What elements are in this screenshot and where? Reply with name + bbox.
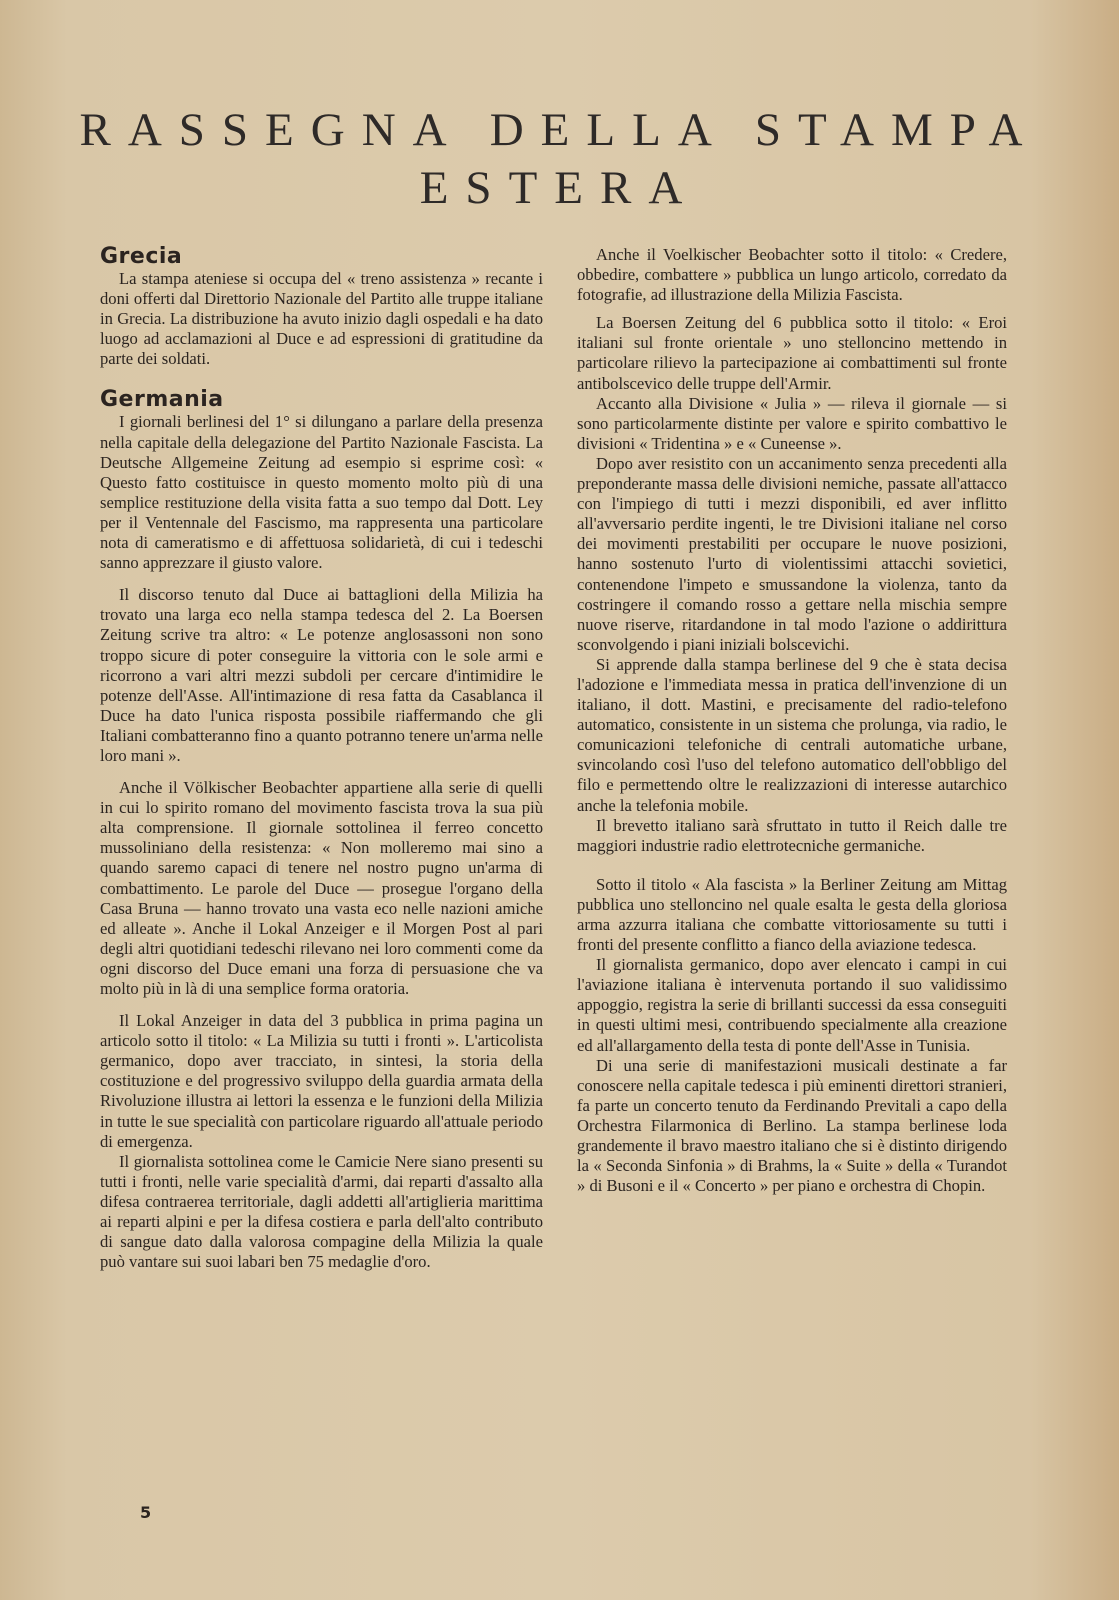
germania-paragraph-5: Il giornalista sottolinea come le Camicie Nere siano presenti su tutti i fronti, nelle varie specialità d'armi, dai reparti d'assalto alla difesa contraerea territoriale, dagli addetti all'artiglieria marittima ai reparti alpini e per la difesa costiera e parla dell'alto contributo di sangue dato dalla valorosa compagine della Milizia la quale può vantare sui suoi labari ben 75 medaglie d'oro. (100, 1151, 543, 1272)
page-title-line-2: ESTERA (419, 162, 700, 215)
right-paragraph-8: Il giornalista germanico, dopo aver elencato i campi in cui l'aviazione italiana è intervenuta portando il suo validissimo appoggio, registra la serie di brillanti successi da essa conseguiti in questi ultimi mesi, contribuendo specialmente alla creazione ed all'allargamento della testa di ponte dell'Asse in Tunisia. (577, 955, 1007, 1055)
right-paragraph-4: Dopo aver resistito con un accanimento senza precedenti alla preponderante massa delle divisioni nemiche, passate all'attacco con l'impiego di tutti i mezzi disponibili, ed aver inflitto all'avversario perdite ingenti, le tre Divisioni italiane nel corso dei movimenti prestabiliti per occupare le nuove posizioni, hanno sostenuto l'urto di violentissimi attacchi sovietici, contenendone l'impeto e smussandone la violenza, tanto da costringere il comando rosso a gettare nella mischia sempre nuove riserve, ritardandone in tal modo l'azione o addirittura sconvolgendo i piani iniziali bolscevichi. (577, 453, 1007, 654)
page-title (0, 101, 1119, 217)
page-title-line-1: RASSEGNA DELLA STAMPA (79, 104, 1040, 157)
right-paragraph-9: Di una serie di manifestazioni musicali destinate a far conoscere nella capitale tedesca i più eminenti direttori stranieri, fa parte un concerto tenuto da Ferdinando Previtali a capo della Orchestra Filarmonica di Berlino. La stampa berlinese loda grandemente il bravo maestro italiano che si è distinto dirigendo la « Seconda Sinfonia » di Brahms, la « Suite » della « Turandot » di Busoni e il « Concerto » per piano e orchestra di Chopin. (577, 1055, 1007, 1196)
right-paragraph-3: Accanto alla Divisione « Julia » — rileva il giornale — si sono particolarmente distinte per valore e spirito combattivo le divisioni « Tridentina » e « Cuneense ». (577, 393, 1007, 453)
germania-paragraph-1: I giornali berlinesi del 1° si dilungano a parlare della presenza nella capitale della delegazione del Partito Nazionale Fascista. La Deutsche Allgemeine Zeitung ad esempio si esprime così: « Questo fatto costituisce in questo momento molto più di una semplice restituzione della visita fatta a suo tempo dal Dott. Ley per il Ventennale del Fascismo, ma rappresenta una particolare nota di cameratismo e di affettuosa solidarietà, di cui i tedeschi sanno apprezzare il giusto valore. (100, 412, 543, 573)
right-column (577, 245, 1007, 1196)
right-paragraph-5: Si apprende dalla stampa berlinese del 9 che è stata decisa l'adozione e l'immediata messa in pratica dell'invenzione di un italiano, il dott. Mastini, e precisamente del radio-telefono automatico, consistente in un sistema che prolunga, via radio, le comunicazioni telefoniche di centrali automatiche urbane, svincolando così l'uso del telefono automatico dell'obbligo del filo e permettendo oltre le realizzazioni di interesse autarchico anche la telefonia mobile. (577, 654, 1007, 815)
right-paragraph-2: La Boersen Zeitung del 6 pubblica sotto il titolo: « Eroi italiani sul fronte orientale » uno stelloncino mettendo in particolare rilievo la partecipazione ai combattimenti sul fronte antibolscevico delle truppe dell'Armir. (577, 313, 1007, 393)
right-paragraph-7: Sotto il titolo « Ala fascista » la Berliner Zeitung am Mittag pubblica uno stelloncino nel quale esalta le gesta della gloriosa arma azzurra italiana che combatte vittoriosamente su tutti i fronti del presente conflitto a fianco della aviazione tedesca. (577, 874, 1007, 955)
germania-paragraph-4: Il Lokal Anzeiger in data del 3 pubblica in prima pagina un articolo sotto il titolo: « La Milizia su tutti i fronti ». L'articolista germanico, dopo aver tracciato, in sintesi, la storia della costituzione e del progressivo sviluppo della guardia armata della Rivoluzione illustra ai lettori la essenza e le funzioni della Milizia in tutte le sue specialità con particolare riguardo all'attuale periodo di emergenza. (100, 1011, 543, 1151)
page-number: 5 (140, 1503, 152, 1522)
section-heading-grecia: Grecia (100, 244, 183, 269)
right-paragraph-6: Il brevetto italiano sarà sfruttato in tutto il Reich dalle tre maggiori industrie radio elettrotecniche germaniche. (577, 815, 1007, 855)
right-paragraph-1: Anche il Voelkischer Beobachter sotto il titolo: « Credere, obbedire, combattere » pubblica un lungo articolo, corredato da fotografie, ad illustrazione della Milizia Fascista. (577, 245, 1007, 305)
germania-paragraph-2: Il discorso tenuto dal Duce ai battaglioni della Milizia ha trovato una larga eco nella stampa tedesca del 2. La Boersen Zeitung scrive tra altro: « Le potenze anglosassoni non sono troppo sicure di poter conseguire la vittoria con le sole armi e ricorrono a vari altri mezzi subdoli per cercare d'intimidire le potenze dell'Asse. All'intimazione di resa fatta da Casablanca il Duce ha dato l'unica risposta possibile riaffermando che gli Italiani combatteranno fino a quanto potranno tenere un'arma nelle loro mani ». (100, 585, 543, 765)
grecia-paragraph: La stampa ateniese si occupa del « treno assistenza » recante i doni offerti dal Direttorio Nazionale del Partito alle truppe italiane in Grecia. La distribuzione ha avuto inizio dagli ospedali e ha dato luogo ad acclamazioni al Duce e ad espressioni di gratitudine da parte dei soldati. (100, 269, 543, 369)
germania-paragraph-3: Anche il Völkischer Beobachter appartiene alla serie di quelli in cui lo spirito romano del movimento fascista trova la sua più alta comprensione. Il giornale sottolinea il ferreo concetto mussoliniano della resistenza: « Non molleremo mai sino a quando saremo capaci di tenere nel nostro pugno un'arma di combattimento. Le parole del Duce — prosegue l'organo della Casa Bruna — hanno trovato una vasta eco nelle nazioni amiche ed alleate ». Anche il Lokal Anzeiger e il Morgen Post al pari degli altri quotidiani tedeschi rilevano nei loro commenti come da ogni discorso del Duce emani una forza di persuasione che va molto più in là di una semplice forma oratoria. (100, 778, 543, 998)
section-heading-germania: Germania (100, 387, 224, 413)
left-column (100, 245, 543, 1272)
